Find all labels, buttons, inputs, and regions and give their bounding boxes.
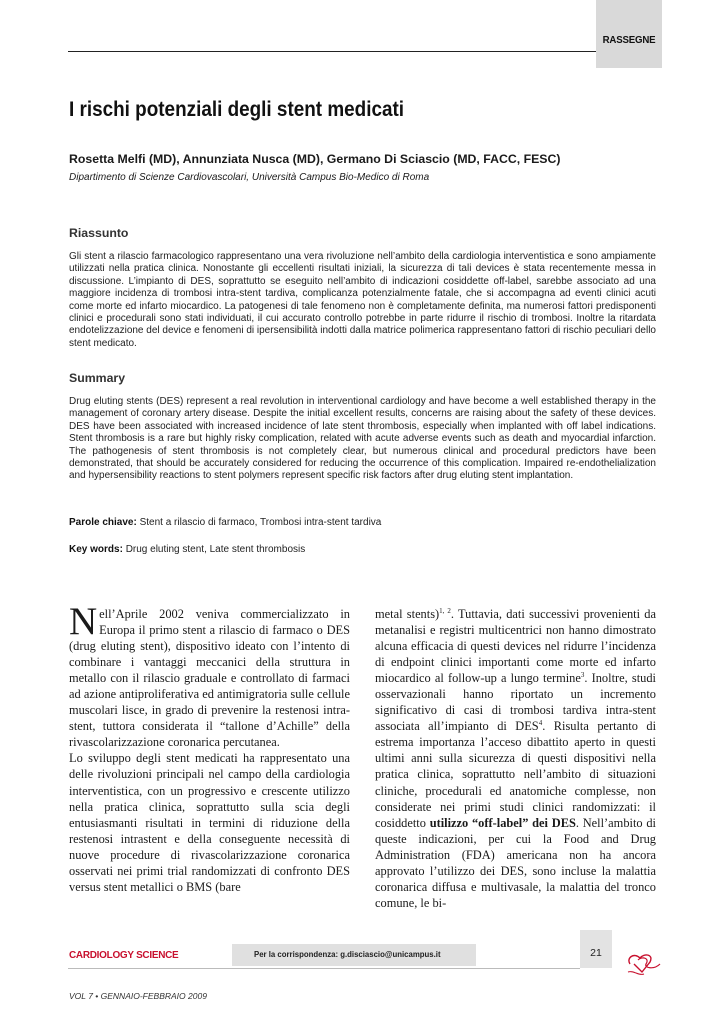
body-paragraph: Lo sviluppo degli stent medicati ha rappresentato una delle rivoluzioni principali nel campo della cardiologia interventistica, con un progressivo e crescente utilizzo nella pratica clinica, soprattutto sulla scia degli entusiasmanti risultati in termini di riduzione della restenosi intrastent e della conseguente necessità di nuove procedure di rivascolarizzazione coronarica osservati nei primi trial randomizzati di confronto DES versus stent metallici o BMS (bare (69, 751, 350, 894)
citation: 1, 2 (439, 606, 451, 615)
summary-text: Drug eluting stents (DES) represent a real revolution in interventional cardiology and have become a well established therapy in the management of coronary artery disease. Despite the initial excellent results, concerns are raising about the safety of these devices. DES have been associated with increased incidence of late stent thrombosis, especially when implanted with off label indications. Stent thrombosis is a rare but highly risky complication, related with acute adverse events such as death and myocardial infarction. The pathogenesis of stent thrombosis is not completely clear, but numerous clinical and procedural predictors have been demonstrated, that should be accurately considered for reducing the occurrence of this complication. Impaired re-endothelialization and hypersensibility reactions to stent polymers represent specific risk factors after drug eluting stent implantation. (69, 396, 656, 482)
body-text: . Inoltre, studi osservazionali hanno riportato un incremento significativo di casi di trombosi tardiva intra-stent associata all’impianto di DES (375, 671, 656, 734)
keywords-italian-label: Parole chiave: (69, 517, 137, 528)
header-rule (68, 51, 596, 52)
volume-info: VOL 7 • GENNAIO-FEBBRAIO 2009 (69, 991, 207, 1001)
body-column-left (69, 600, 350, 895)
heart-logo-icon (624, 950, 664, 980)
article-affiliation: Dipartimento di Scienze Cardiovascolari, Università Campus Bio-Medico di Roma (69, 172, 430, 183)
riassunto-text: Gli stent a rilascio farmacologico rappresentano una vera rivoluzione nell’ambito della cardiologia interventistica e sono ampiamente utilizzati nella pratica clinica. Nonostante gli eccellenti risultati iniziali, la sicurezza di tali devices è stata recentemente messa in discussione. L’impianto di DES, soprattutto se eseguito nell’ambito di indicazioni cosiddette off-label, sarebbe associato ad una maggiore incidenza di trombosi intra-stent tardiva, complicanza potenzialmente fatale, che si accompagna ad eventi clinici acuti come morte ed infarto miocardico. La patogenesi di tale fenomeno non è completamente definita, ma numerosi fattori predisponenti clinici e procedurali sono stati individuati, il cui accurato controllo potrebbe in parte ridurre il rischio di trombosi. Inoltre la ritardata endotelizzazione del device e fenomeni di ipersensibilità indotti dalla matrice polimerica rappresentano fattori di rischio peculiari dello stent medicato. (69, 251, 656, 349)
drop-cap: N (69, 600, 98, 643)
article-title: I rischi potenziali degli stent medicati (69, 98, 405, 121)
article-authors: Rosetta Melfi (MD), Annunziata Nusca (MD), Germano Di Sciascio (MD, FACC, FESC) (69, 152, 561, 166)
correspondence-text: Per la corrispondenza: g.disciascio@unicampus.it (254, 950, 441, 959)
riassunto-heading: Riassunto (69, 226, 129, 240)
body-text: . Nell’ambito di queste indicazioni, per cui la Food and Drug Administration (FDA) americana non ha ancora approvato l’utilizzo dei DES, sono incluse la malattia coronarica diffusa e multivasale, la malattia del tronco comune, le bi- (375, 815, 656, 910)
footer-rule (68, 968, 580, 969)
body-paragraph (69, 600, 350, 750)
body-text: . Risulta pertanto di estrema importanza l’acceso dibattito aperto in questi ultimi anni sulla sicurezza di questi dispositivi nella pratica clinica, soprattutto nell’ambito di situazioni cliniche, procedurali ed anatomiche complesse, non considerate nei primi studi clinici randomizzati: il cosiddetto (375, 719, 657, 830)
body-text: metal stents) (375, 607, 440, 621)
body-column-right (375, 606, 656, 911)
keywords-english (69, 544, 305, 555)
page-number: 21 (590, 947, 602, 959)
body-text: ell’Aprile 2002 veniva commercializzato in Europa il primo stent a rilascio di farmaco o DES (drug eluting stent), dispositivo ideato con l’intento di combinare i vantaggi meccanici della struttura in metallo con il rilascio graduale e controllato di farmaci ad azione antiproliferativa ed antimigratoria sulle cellule muscolari lisce, in grado di prevenire la restenosi intra-stent, tuttora considerata il “tallone d’Achille” della rivascolarizzazione coronarica percutanea. (69, 607, 350, 750)
body-paragraph (375, 606, 656, 911)
keywords-english-label: Key words: (69, 544, 123, 555)
citation: 4 (538, 719, 543, 728)
correspondence-box (232, 944, 476, 966)
body-bold-text: utilizzo “off-label” dei DES (429, 815, 576, 830)
journal-name: CARDIOLOGY SCIENCE (69, 949, 179, 961)
keywords-italian-value: Stent a rilascio di farmaco, Trombosi intra-stent tardiva (139, 517, 382, 528)
page-number-box (580, 930, 612, 968)
keywords-english-value: Drug eluting stent, Late stent thrombosis (125, 544, 306, 555)
keywords-italian (69, 517, 381, 528)
citation: 3 (580, 671, 585, 680)
section-tab (596, 0, 662, 68)
section-label: RASSEGNE (602, 34, 656, 46)
body-text: . Tuttavia, dati successivi provenienti da metanalisi e registri multicentrici non hanno dimostrato alcuna efficacia di questi devices nel ridurre l’incidenza di endpoint clinici importanti come morte ed infarto miocardico al follow-up a lungo termine (375, 607, 656, 686)
summary-heading: Summary (69, 371, 126, 385)
